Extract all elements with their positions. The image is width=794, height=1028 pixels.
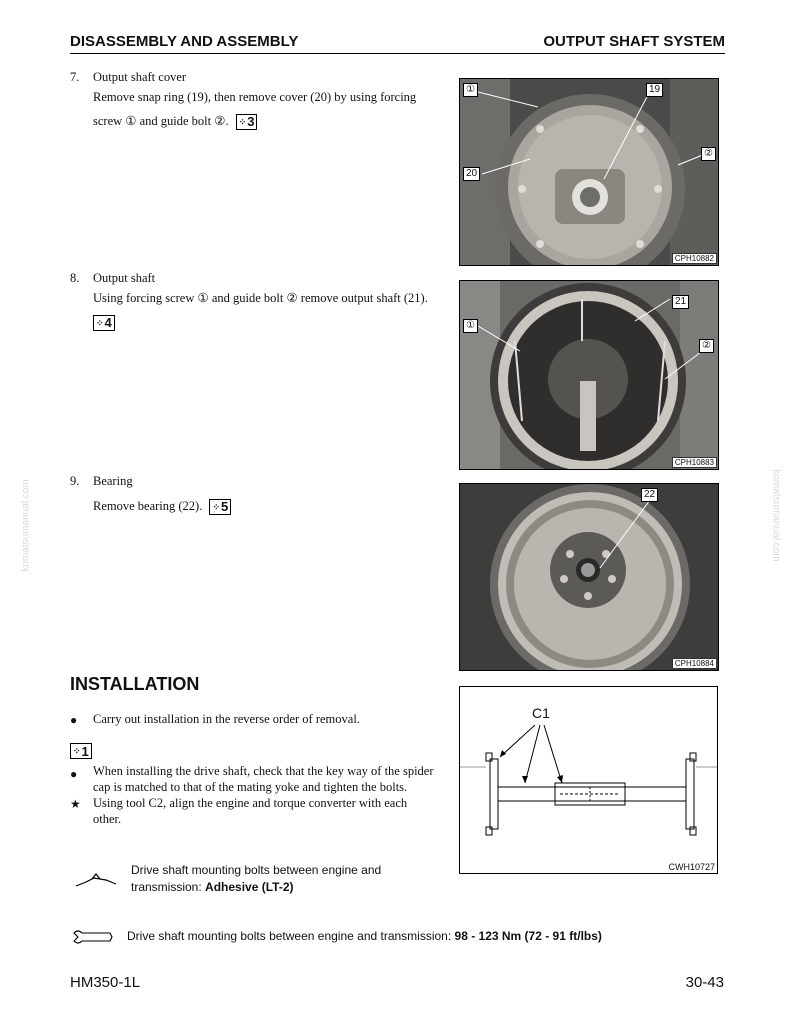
- diagram-caption: CWH10727: [668, 862, 715, 872]
- watermark-left: komatsumanual.com: [20, 479, 32, 572]
- step-9-title: Bearing: [93, 474, 133, 488]
- step-7-text-2: screw ① and guide bolt ②.: [93, 114, 229, 128]
- drive-shaft-diagram: [459, 686, 718, 874]
- ref-badge-4: ⁘ 4: [93, 315, 115, 331]
- drive-shaft-drawing: [460, 687, 717, 873]
- footer-page-number: 30-43: [685, 974, 724, 991]
- step-9-number: 9.: [70, 474, 80, 488]
- step-7: [70, 67, 446, 131]
- torque-value: 98 - 123 Nm (72 - 91 ft/lbs): [454, 929, 602, 943]
- photo-2-caption: CPH10883: [672, 457, 717, 468]
- footer-model: HM350-1L: [70, 974, 141, 991]
- callout-19: 19: [646, 83, 663, 97]
- step-8: [70, 268, 446, 332]
- step-7-title: Output shaft cover: [93, 70, 187, 84]
- step-7-text-1: Remove snap ring (19), then remove cover (20) by using forcing: [93, 90, 417, 104]
- callout-2: ②: [701, 147, 716, 161]
- installation-heading: INSTALLATION: [70, 674, 200, 694]
- step-9-text-1: Remove bearing (22).: [93, 499, 203, 513]
- chapter-title: OUTPUT SHAFT SYSTEM: [543, 33, 725, 50]
- photo-2-image: [460, 281, 718, 469]
- installation-bullet-2: When installing the drive shaft, check that the key way of the spider cap is matched to that of the mating yoke and tighten the bolts.: [93, 764, 434, 794]
- installation-bullet-1: Carry out installation in the reverse order of removal.: [93, 712, 360, 726]
- photo-3-image: [460, 484, 718, 670]
- installation-star-note: Using tool C2, align the engine and torque converter with each other.: [93, 796, 408, 826]
- bullet-icon: ●: [70, 767, 78, 781]
- ref-badge-1-wrap: [66, 742, 92, 760]
- star-icon: ★: [70, 797, 81, 811]
- bullet-icon: ●: [70, 713, 78, 727]
- callout-20: 20: [463, 167, 480, 181]
- callout-21: 21: [672, 295, 689, 309]
- section-title: DISASSEMBLY AND ASSEMBLY: [70, 33, 299, 50]
- photo-output-shaft-cover: [459, 78, 719, 266]
- asterisk-icon: ⁘: [238, 117, 246, 128]
- step-8-number: 8.: [70, 271, 80, 285]
- callout-2: ②: [699, 339, 714, 353]
- asterisk-icon: ⁘: [73, 745, 80, 756]
- ref-badge-3: ⁘ 3: [236, 114, 258, 130]
- wrench-icon: [72, 929, 114, 950]
- watermark-right: komatsumanual.com: [770, 469, 782, 562]
- step-8-text-1: Using forcing screw ① and guide bolt ② remove output shaft (21).: [93, 291, 428, 305]
- callout-1: ①: [463, 319, 478, 333]
- tool-label-c1: C1: [532, 705, 550, 721]
- page-header: [70, 33, 725, 54]
- photo-output-shaft: [459, 280, 719, 470]
- ref-badge-1: ⁘ 1: [70, 743, 92, 759]
- callout-22: 22: [641, 488, 658, 502]
- photo-3-caption: CPH10884: [672, 658, 717, 669]
- step-9: [70, 471, 446, 516]
- callout-1: ①: [463, 83, 478, 97]
- adhesive-note: Drive shaft mounting bolts between engine and transmission: Adhesive (LT-2): [131, 863, 382, 894]
- step-8-title: Output shaft: [93, 271, 156, 285]
- step-7-number: 7.: [70, 70, 80, 84]
- adhesive-value: Adhesive (LT-2): [205, 880, 294, 894]
- torque-note: Drive shaft mounting bolts between engine and transmission: 98 - 123 Nm (72 - 91 ft/lbs): [127, 929, 602, 943]
- adhesive-icon: [72, 870, 120, 895]
- asterisk-icon: ⁘: [96, 318, 103, 329]
- photo-1-caption: CPH10882: [672, 253, 717, 264]
- asterisk-icon: ⁘: [212, 502, 220, 513]
- photo-1-image: [460, 79, 718, 265]
- photo-bearing: [459, 483, 719, 671]
- ref-badge-5: ⁘ 5: [209, 499, 231, 515]
